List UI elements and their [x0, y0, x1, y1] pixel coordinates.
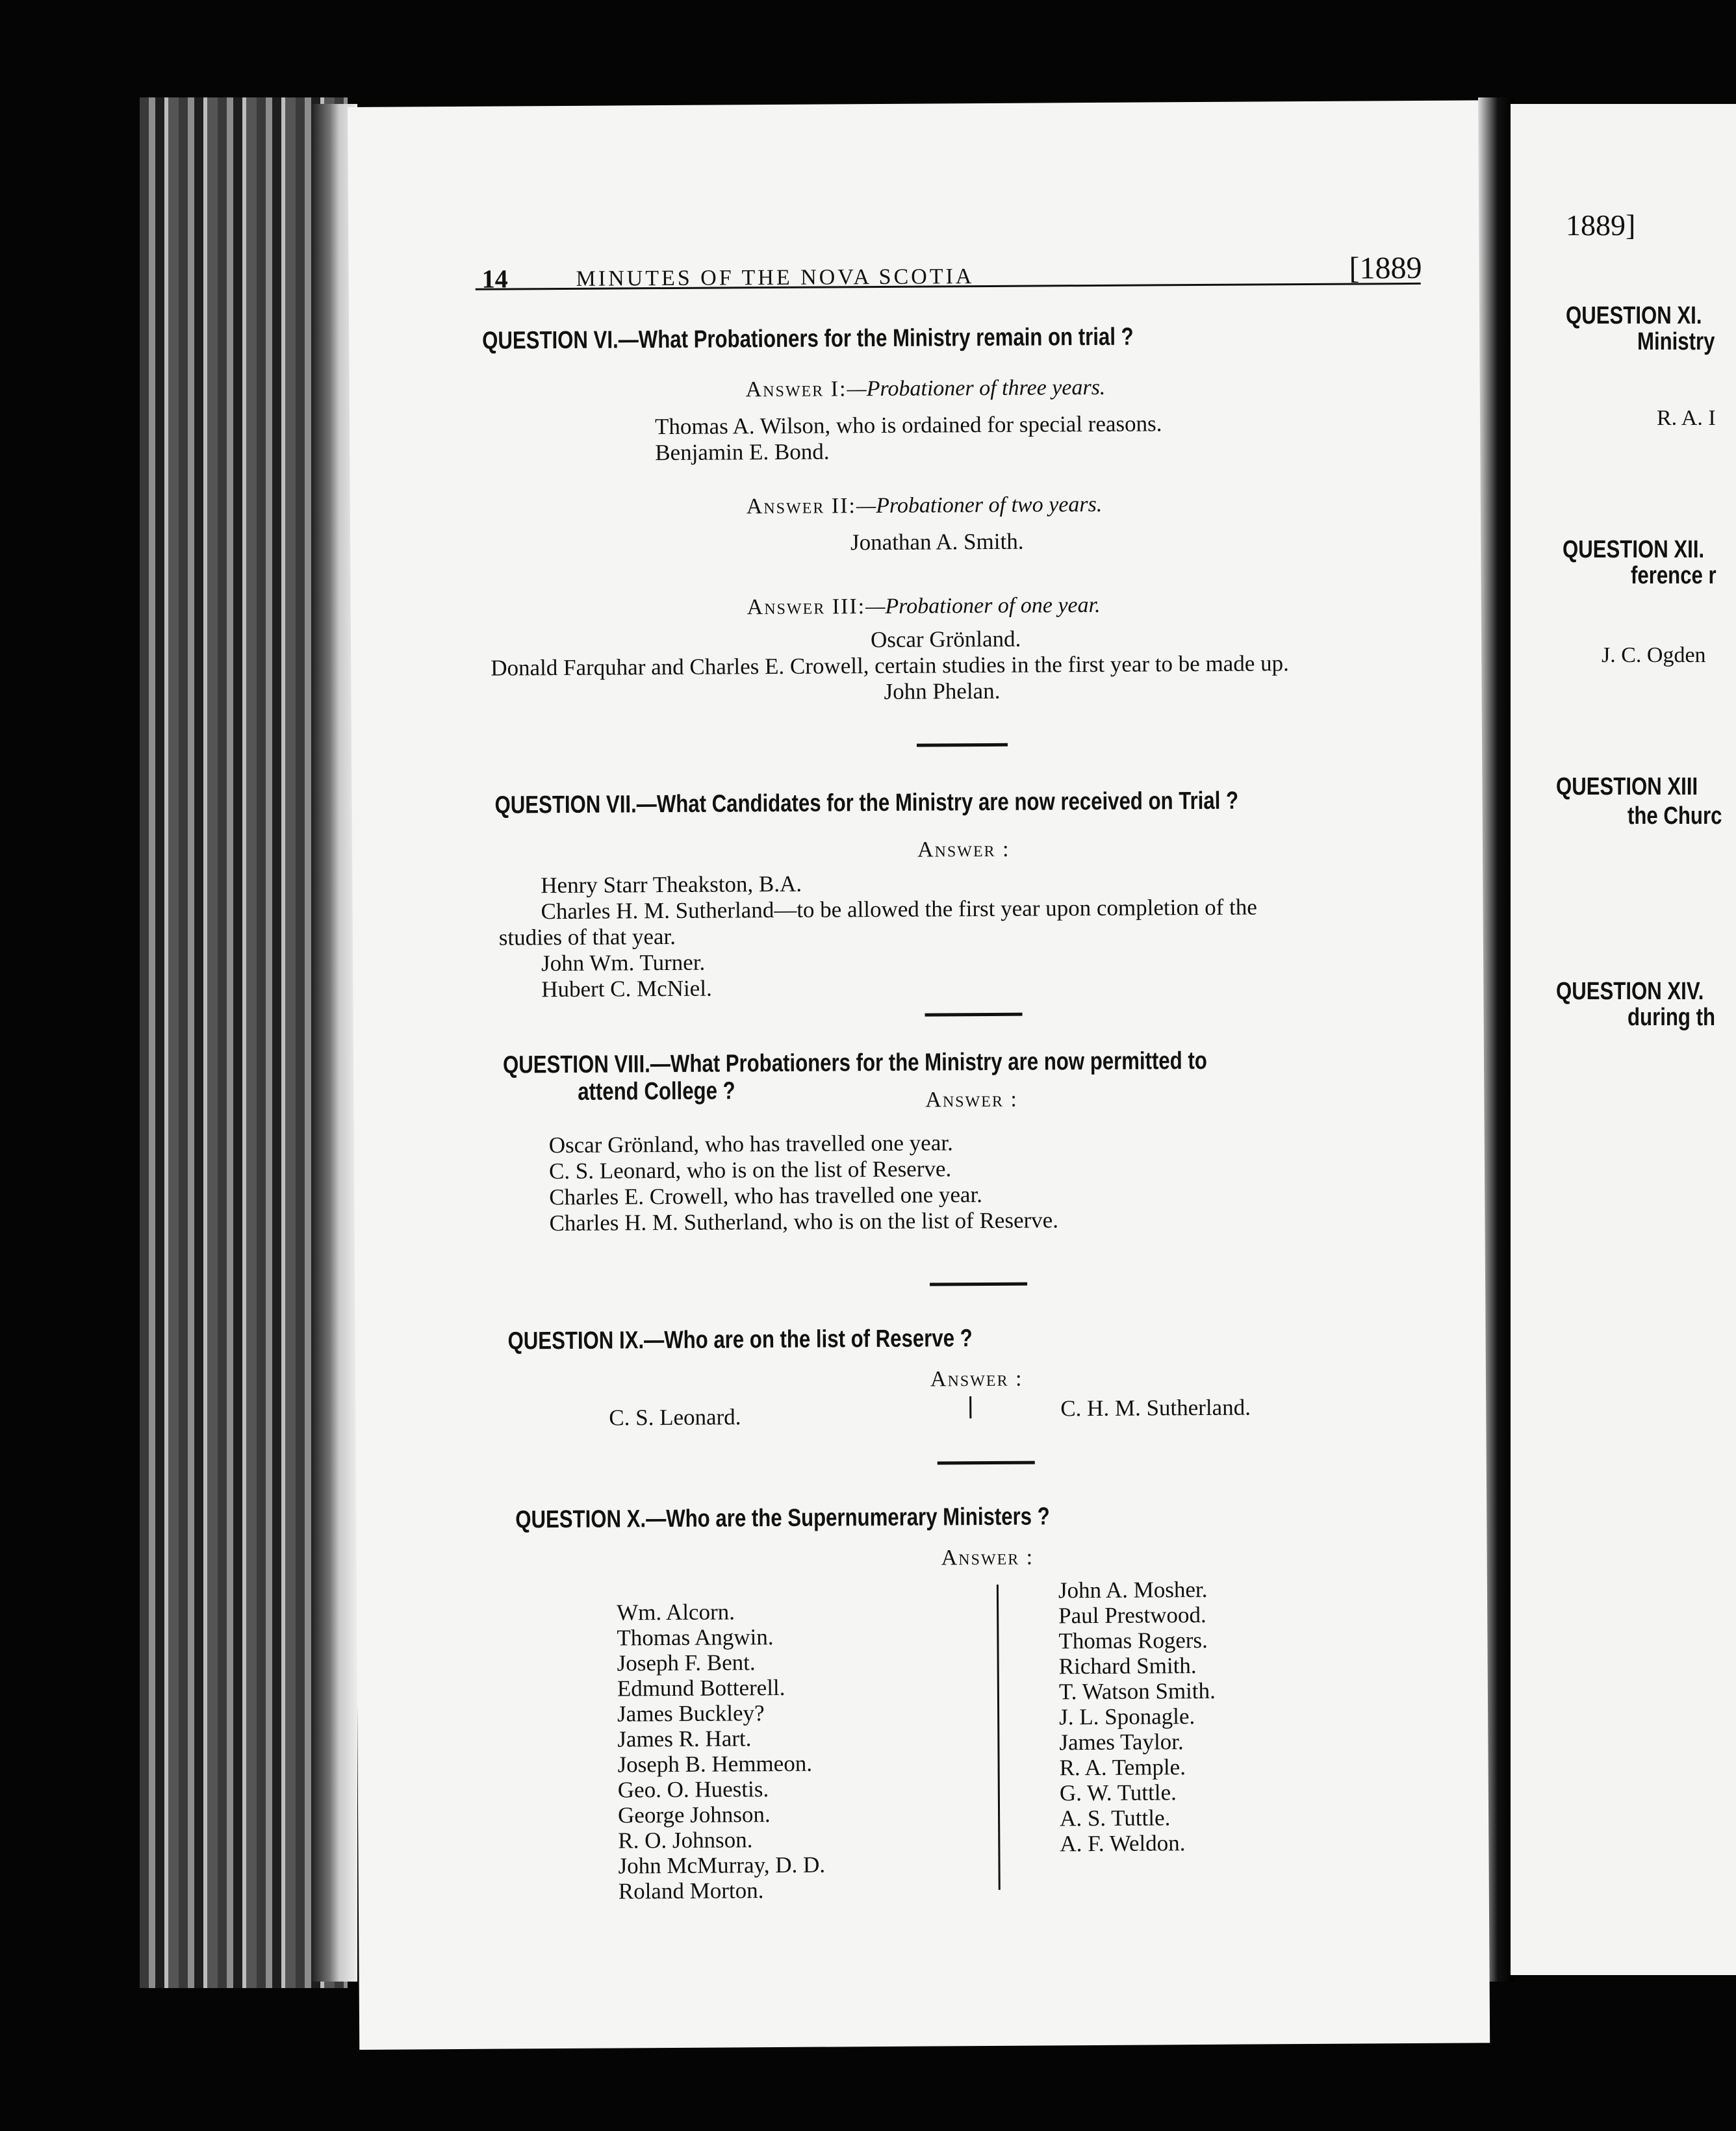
q7-line-2: Charles H. M. Sutherland—to be allowed the first year upon completion of the	[541, 894, 1257, 925]
list-item: T. Watson Smith.	[1058, 1678, 1216, 1705]
q7-line-1: Henry Starr Theakston, B.A.	[541, 871, 802, 899]
list-item: A. F. Weldon.	[1060, 1830, 1186, 1857]
right-q12-line2: ference r	[1631, 562, 1717, 589]
list-item: Edmund Botterell.	[617, 1674, 785, 1702]
list-item: Joseph B. Hemmeon.	[617, 1750, 813, 1778]
q9-left-name: C. S. Leonard.	[609, 1404, 741, 1431]
section-divider	[917, 743, 1008, 747]
right-q11-name: R. A. I	[1657, 406, 1716, 430]
q6-answer-2-heading	[747, 492, 1103, 519]
q8-line-4: Charles H. M. Sutherland, who is on the list of Reserve.	[549, 1207, 1059, 1236]
q10-right-column	[1058, 1577, 1217, 1856]
q9-answer-heading	[930, 1367, 1023, 1392]
page-number: 14	[481, 264, 508, 294]
q7-answer-heading	[917, 837, 1010, 863]
list-item: James Taylor.	[1059, 1729, 1184, 1755]
right-q13-line1: QUESTION XIII	[1556, 773, 1698, 800]
q8-line-1: Oscar Grönland, who has travelled one year.	[548, 1130, 953, 1158]
q6-a3-name-1: Oscar Grönland.	[870, 626, 1021, 653]
list-item: John McMurray, D. D.	[618, 1852, 826, 1879]
q6-a1-name-1: Thomas A. Wilson, who is ordained for special reasons.	[654, 411, 1162, 440]
q10-column-divider	[997, 1585, 1001, 1890]
question-7: QUESTION VII.—What Candidates for the Ministry are now received on Trial ?	[494, 787, 1239, 819]
q6-answer-1-desc: —Probationer of three years.	[847, 375, 1106, 402]
q10-answer-heading	[941, 1546, 1034, 1571]
right-q13-line2: the Churc	[1628, 802, 1722, 830]
list-item: Richard Smith.	[1058, 1653, 1197, 1679]
q8-line-3: Charles E. Crowell, who has travelled one year.	[549, 1182, 983, 1210]
list-item: James Buckley?	[617, 1700, 765, 1727]
right-q11-line1: QUESTION XI.	[1566, 302, 1702, 329]
q10-left-column	[617, 1599, 825, 1904]
q6-a3-name-2: Donald Farquhar and Charles E. Crowell, certain studies in the first year to be made up.	[491, 650, 1289, 681]
q8-line-2: C. S. Leonard, who is on the list of Reserve.	[548, 1156, 952, 1184]
list-item: J. L. Sponagle.	[1059, 1704, 1195, 1730]
q6-answer-2-label: Answer II:	[746, 494, 857, 519]
right-q11-line2: Ministry	[1637, 328, 1715, 355]
q9-right-name: C. H. M. Sutherland.	[1060, 1394, 1251, 1422]
list-item: Wm. Alcorn.	[617, 1599, 735, 1626]
list-item: James R. Hart.	[617, 1726, 752, 1752]
q6-answer-2-desc: —Probationer of two years.	[856, 492, 1103, 518]
list-item: Thomas Angwin.	[617, 1624, 774, 1651]
question-8-line-2: attend College ?	[578, 1077, 735, 1106]
list-item: A. S. Tuttle.	[1059, 1805, 1171, 1831]
section-divider	[930, 1282, 1027, 1286]
q8-answer-heading	[925, 1088, 1018, 1113]
right-q14-line1: QUESTION XIV.	[1556, 978, 1704, 1005]
right-page-year: 1889]	[1566, 209, 1636, 242]
question-10: QUESTION X.—Who are the Supernumerary Ministers ?	[515, 1503, 1050, 1534]
right-page	[1511, 104, 1736, 1975]
list-item: Paul Prestwood.	[1058, 1601, 1206, 1629]
question-6: QUESTION VI.—What Probationers for the Ministry remain on trial ?	[482, 323, 1134, 355]
list-item: Geo. O. Huestis.	[617, 1776, 769, 1803]
list-item: Thomas Rogers.	[1058, 1627, 1208, 1654]
left-page	[348, 100, 1490, 2050]
question-8-line-1: QUESTION VIII.—What Probationers for the Ministry are now permitted to	[502, 1047, 1207, 1079]
q6-a1-name-2: Benjamin E. Bond.	[655, 439, 830, 466]
q6-answer-3-label: Answer III:	[747, 594, 866, 620]
q7-line-3: studies of that year.	[498, 923, 676, 951]
q6-answer-3-desc: —Probationer of one year.	[865, 593, 1101, 619]
list-item: G. W. Tuttle.	[1059, 1780, 1177, 1806]
list-item: R. O. Johnson.	[618, 1827, 753, 1854]
q7-line-4: John Wm. Turner.	[541, 949, 706, 976]
section-divider	[938, 1461, 1035, 1465]
list-item: George Johnson.	[617, 1802, 771, 1828]
q9-column-divider	[969, 1396, 971, 1418]
q6-a2-name-1: Jonathan A. Smith.	[850, 528, 1024, 555]
q6-answer-3-heading	[747, 593, 1101, 620]
list-item: R. A. Temple.	[1059, 1754, 1186, 1781]
q7-line-5: Hubert C. McNiel.	[541, 975, 712, 1002]
question-9: QUESTION IX.—Who are on the list of Reserve ?	[507, 1325, 973, 1355]
q10-answer-label: Answer :	[941, 1545, 1034, 1570]
right-q12-name: J. C. Ogden	[1602, 643, 1706, 667]
list-item: John A. Mosher.	[1058, 1576, 1208, 1603]
right-q12-line1: QUESTION XII.	[1563, 536, 1705, 563]
q8-answer-label: Answer :	[925, 1087, 1018, 1112]
q6-a3-name-3: John Phelan.	[884, 678, 1001, 704]
q7-answer-label: Answer :	[917, 837, 1010, 862]
q6-answer-1-heading	[746, 376, 1106, 402]
q6-answer-1-label: Answer I:	[745, 377, 847, 402]
section-divider	[925, 1013, 1023, 1017]
list-item: Joseph F. Bent.	[617, 1650, 756, 1676]
running-year: [1889	[1349, 250, 1422, 286]
right-q14-line2: during th	[1628, 1004, 1715, 1031]
list-item: Roland Morton.	[618, 1878, 764, 1904]
running-title: MINUTES OF THE NOVA SCOTIA	[576, 264, 975, 291]
q9-answer-label: Answer :	[930, 1366, 1023, 1392]
